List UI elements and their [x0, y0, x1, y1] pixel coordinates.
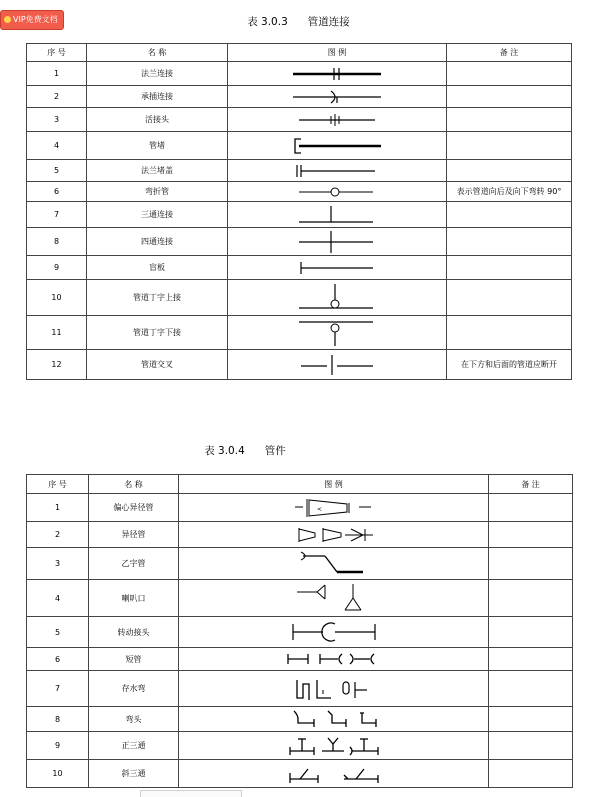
straight-tee-icon: [179, 732, 489, 760]
cross-connection-icon: [228, 228, 447, 256]
table-row: [27, 648, 573, 671]
header-legend: 图 例: [228, 44, 447, 62]
row-note: [447, 86, 572, 108]
table-row: [27, 350, 572, 380]
oblique-tee-icon: [179, 760, 489, 788]
row-name: 偏心异径管: [89, 494, 179, 522]
table-row: [27, 62, 572, 86]
row-no: 1: [27, 494, 89, 522]
row-note: [447, 108, 572, 132]
table2-caption: 表 3.0.4 管件: [204, 445, 286, 457]
table-row: [27, 202, 572, 228]
bent-pipe-icon: [228, 182, 447, 202]
row-name: 喇叭口: [89, 580, 179, 617]
row-no: 10: [27, 760, 89, 788]
header-no: 序 号: [27, 475, 89, 494]
row-no: 4: [27, 580, 89, 617]
tee-connection-icon: [228, 202, 447, 228]
row-no: 2: [27, 522, 89, 548]
socket-connection-icon: [228, 86, 447, 108]
header-legend: 图 例: [179, 475, 489, 494]
flange-blind-cover-icon: [228, 160, 447, 182]
table-row: [27, 160, 572, 182]
table-row: [27, 86, 572, 108]
row-name: 承插连接: [87, 86, 228, 108]
row-name: 乙字管: [89, 548, 179, 580]
pipe-crossing-icon: [228, 350, 447, 380]
offset-pipe-icon: [179, 548, 489, 580]
table-row: [27, 580, 573, 617]
row-no: 9: [27, 256, 87, 280]
table1-caption: 表 3.0.3 管道连接: [247, 16, 350, 28]
vip-badge-label: VIP免费文档: [13, 15, 58, 24]
header-note: 备 注: [489, 475, 573, 494]
header-note: 备 注: [447, 44, 572, 62]
row-no: 12: [27, 350, 87, 380]
row-name: 管道丁字下接: [87, 316, 228, 350]
table-row: [27, 182, 572, 202]
short-pipe-icon: [179, 648, 489, 671]
row-note: [447, 62, 572, 86]
row-note: [489, 760, 573, 788]
row-name: 三通连接: [87, 202, 228, 228]
table-row: [27, 522, 573, 548]
table-row: [27, 707, 573, 732]
blind-plate-icon: [228, 256, 447, 280]
header-no: 序 号: [27, 44, 87, 62]
row-no: 2: [27, 86, 87, 108]
svg-text:<: <: [316, 505, 322, 513]
row-name: 异径管: [89, 522, 179, 548]
row-name: 弯头: [89, 707, 179, 732]
table-row: [27, 548, 573, 580]
row-no: 3: [27, 548, 89, 580]
header-name: 名 称: [87, 44, 228, 62]
tee-up-icon: [228, 280, 447, 316]
table-row: [27, 671, 573, 707]
row-name: 管道丁字上接: [87, 280, 228, 316]
row-name: 正三通: [89, 732, 179, 760]
row-no: 6: [27, 648, 89, 671]
table-row: [27, 280, 572, 316]
tee-down-icon: [228, 316, 447, 350]
row-name: 法兰连接: [87, 62, 228, 86]
row-no: 6: [27, 182, 87, 202]
row-no: 11: [27, 316, 87, 350]
row-name: 四通连接: [87, 228, 228, 256]
row-name: 盲板: [87, 256, 228, 280]
row-no: 4: [27, 132, 87, 160]
flange-connection-icon: [228, 62, 447, 86]
reducer-icon: [179, 522, 489, 548]
table-row: [27, 256, 572, 280]
union-joint-icon: [228, 108, 447, 132]
table-row: [27, 617, 573, 648]
row-note: [489, 707, 573, 732]
row-note: [489, 548, 573, 580]
row-no: 8: [27, 228, 87, 256]
row-name: 转动接头: [89, 617, 179, 648]
row-note: [489, 494, 573, 522]
table-row: [27, 760, 573, 788]
table-row: [27, 132, 572, 160]
row-no: 9: [27, 732, 89, 760]
row-name: 管道交叉: [87, 350, 228, 380]
row-note: [447, 132, 572, 160]
header-name: 名 称: [89, 475, 179, 494]
row-no: 8: [27, 707, 89, 732]
row-name: 斜三通: [89, 760, 179, 788]
pipe-connection-table: [26, 43, 572, 380]
row-no: 10: [27, 280, 87, 316]
row-no: 7: [27, 671, 89, 707]
table-row: [27, 494, 573, 522]
pipe-plug-icon: [228, 132, 447, 160]
row-name: 短管: [89, 648, 179, 671]
table-header-row: [27, 44, 572, 62]
trap-icon: [179, 671, 489, 707]
row-note: [489, 732, 573, 760]
row-name: 法兰堵盖: [87, 160, 228, 182]
row-no: 5: [27, 160, 87, 182]
row-no: 5: [27, 617, 89, 648]
row-no: 3: [27, 108, 87, 132]
pipe-fittings-table: [26, 474, 573, 788]
eccentric-reducer-icon: [179, 494, 489, 522]
swivel-joint-icon: [179, 617, 489, 648]
bell-mouth-icon: [179, 580, 489, 617]
table-row: [27, 732, 573, 760]
row-note: [489, 522, 573, 548]
row-no: 7: [27, 202, 87, 228]
row-note: [447, 316, 572, 350]
row-name: 活接头: [87, 108, 228, 132]
row-name: 存水弯: [89, 671, 179, 707]
row-note: [489, 617, 573, 648]
row-name: 弯折管: [87, 182, 228, 202]
row-note: [447, 202, 572, 228]
row-note: [447, 280, 572, 316]
row-note: 在下方和后面的管道应断开: [447, 350, 572, 380]
row-note: [489, 671, 573, 707]
table-header-row: [27, 475, 573, 494]
row-note: [489, 580, 573, 617]
row-note: [489, 648, 573, 671]
table-row: [27, 228, 572, 256]
row-note: [447, 228, 572, 256]
table-row: [27, 316, 572, 350]
row-name: 管堵: [87, 132, 228, 160]
row-note: [447, 160, 572, 182]
table-row: [27, 108, 572, 132]
elbow-icon: [179, 707, 489, 732]
row-no: 1: [27, 62, 87, 86]
row-note: 表示管道向后及向下弯转 90°: [447, 182, 572, 202]
row-note: [447, 256, 572, 280]
